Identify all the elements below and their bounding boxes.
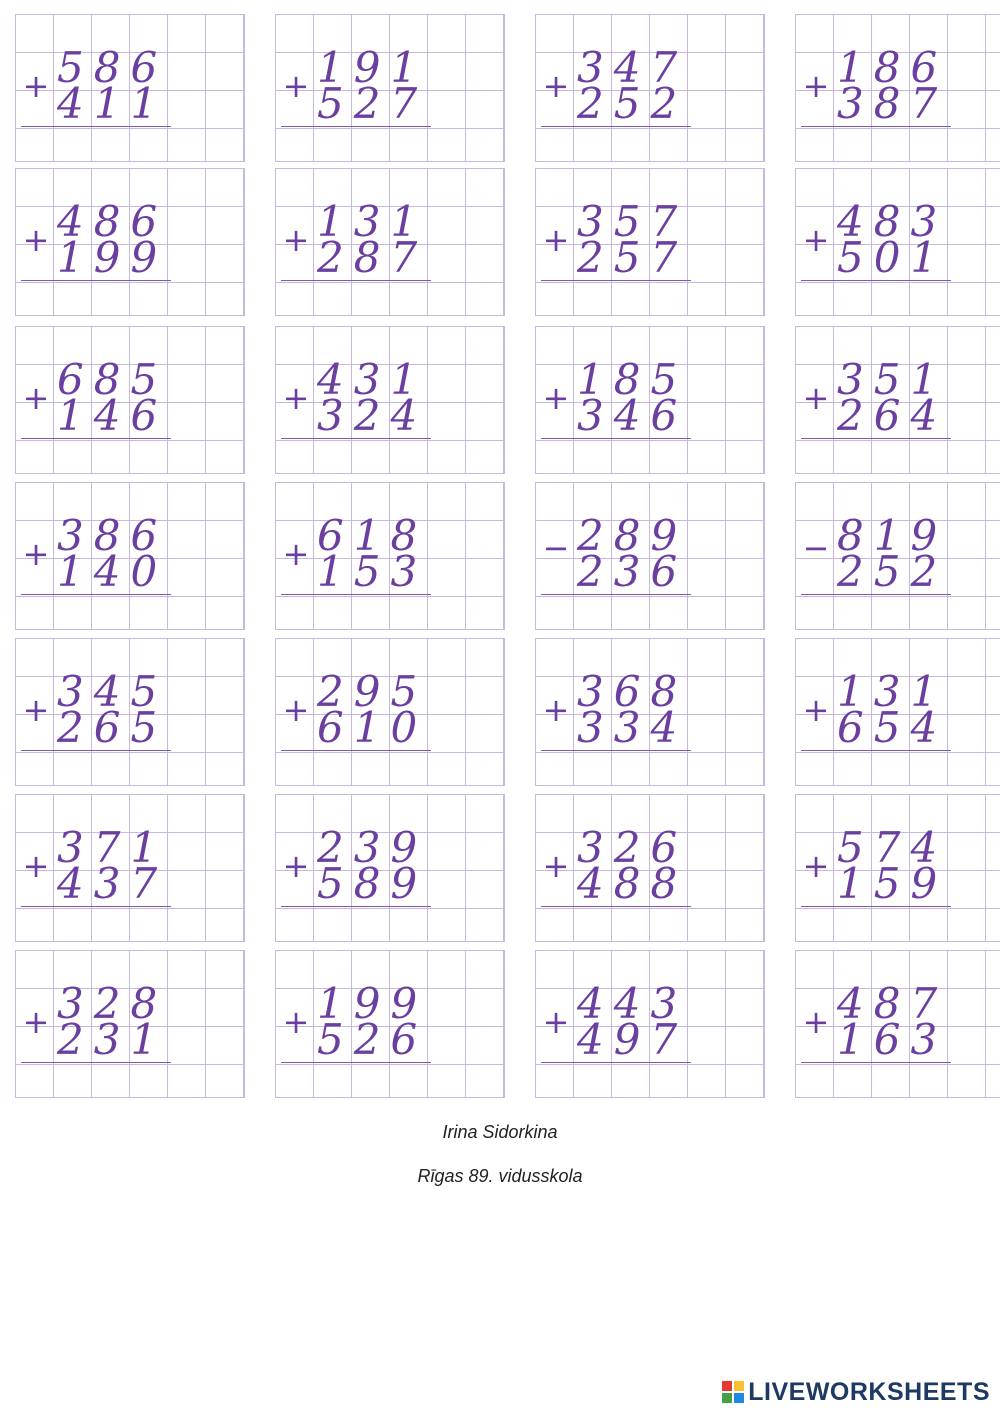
problem-cell <box>795 950 1000 1098</box>
arithmetic-problem <box>801 355 951 440</box>
sum-line <box>281 906 431 907</box>
plus-sign: + <box>282 691 310 729</box>
top-number: 328 <box>57 979 168 1028</box>
top-number: 586 <box>57 43 168 92</box>
top-number: 371 <box>57 823 168 872</box>
problem-row <box>15 168 978 316</box>
bottom-number: 163 <box>837 1015 948 1064</box>
arithmetic-problem <box>541 43 691 128</box>
problem-cell <box>535 794 765 942</box>
bottom-number: 589 <box>317 859 428 908</box>
plus-sign: + <box>542 847 570 885</box>
plus-sign: + <box>802 847 830 885</box>
arithmetic-problem <box>21 823 171 908</box>
plus-sign: + <box>802 67 830 105</box>
bottom-number: 334 <box>577 703 688 752</box>
sum-line <box>541 1062 691 1063</box>
bottom-number: 252 <box>577 79 688 128</box>
sum-line <box>21 594 171 595</box>
top-number: 131 <box>837 667 948 716</box>
bottom-number: 159 <box>837 859 948 908</box>
bottom-number: 497 <box>577 1015 688 1064</box>
plus-sign: + <box>282 535 310 573</box>
arithmetic-problem <box>281 823 431 908</box>
school-credit: Rīgas 89. vidusskola <box>417 1166 583 1186</box>
problem-row <box>15 950 978 1098</box>
sum-line <box>801 750 951 751</box>
sum-line <box>281 1062 431 1063</box>
problem-cell <box>795 168 1000 316</box>
problem-cell <box>795 326 1000 474</box>
arithmetic-problem <box>281 355 431 440</box>
arithmetic-problem <box>281 979 431 1064</box>
top-number: 483 <box>837 197 948 246</box>
bottom-number: 199 <box>57 233 168 282</box>
plus-sign: + <box>802 379 830 417</box>
top-number: 326 <box>577 823 688 872</box>
top-number: 351 <box>837 355 948 404</box>
problem-cell <box>535 482 765 630</box>
minus-sign: − <box>802 529 830 567</box>
logo-text: LIVEWORKSHEETS <box>748 1377 990 1406</box>
bottom-number: 265 <box>57 703 168 752</box>
bottom-number: 610 <box>317 703 428 752</box>
sum-line <box>21 438 171 439</box>
top-number: 239 <box>317 823 428 872</box>
top-number: 574 <box>837 823 948 872</box>
bottom-number: 387 <box>837 79 948 128</box>
problem-cell <box>535 326 765 474</box>
problem-cell <box>535 168 765 316</box>
sum-line <box>801 126 951 127</box>
problem-cell <box>275 14 505 162</box>
logo-blocks-icon <box>722 1381 744 1403</box>
plus-sign: + <box>22 1003 50 1041</box>
plus-sign: + <box>542 379 570 417</box>
problem-cell <box>15 168 245 316</box>
top-number: 357 <box>577 197 688 246</box>
liveworksheets-logo[interactable] <box>722 1378 990 1406</box>
sum-line <box>281 280 431 281</box>
plus-sign: + <box>542 1003 570 1041</box>
arithmetic-problem <box>281 197 431 282</box>
problem-cell <box>535 950 765 1098</box>
top-number: 186 <box>837 43 948 92</box>
plus-sign: + <box>22 535 50 573</box>
sum-line <box>21 750 171 751</box>
problem-cell <box>15 638 245 786</box>
bottom-number: 140 <box>57 547 168 596</box>
problem-cell <box>795 794 1000 942</box>
top-number: 131 <box>317 197 428 246</box>
bottom-number: 501 <box>837 233 948 282</box>
plus-sign: + <box>22 691 50 729</box>
arithmetic-problem <box>21 197 171 282</box>
top-number: 487 <box>837 979 948 1028</box>
plus-sign: + <box>542 221 570 259</box>
sum-line <box>281 750 431 751</box>
arithmetic-problem <box>801 823 951 908</box>
plus-sign: + <box>22 847 50 885</box>
top-number: 199 <box>317 979 428 1028</box>
logo-block-blue <box>734 1393 744 1403</box>
arithmetic-problem <box>21 43 171 128</box>
problem-cell <box>15 950 245 1098</box>
bottom-number: 264 <box>837 391 948 440</box>
problem-row <box>15 638 978 786</box>
problem-cell <box>275 950 505 1098</box>
top-number: 618 <box>317 511 428 560</box>
problem-cell <box>795 638 1000 786</box>
problem-cell <box>535 14 765 162</box>
bottom-number: 346 <box>577 391 688 440</box>
plus-sign: + <box>802 221 830 259</box>
arithmetic-problem <box>541 667 691 752</box>
top-number: 289 <box>577 511 688 560</box>
arithmetic-problem <box>541 197 691 282</box>
arithmetic-problem <box>281 43 431 128</box>
problem-row <box>15 14 978 162</box>
bottom-number: 526 <box>317 1015 428 1064</box>
top-number: 368 <box>577 667 688 716</box>
plus-sign: + <box>802 1003 830 1041</box>
arithmetic-problem <box>281 667 431 752</box>
minus-sign: − <box>542 529 570 567</box>
plus-sign: + <box>22 379 50 417</box>
bottom-number: 146 <box>57 391 168 440</box>
plus-sign: + <box>282 1003 310 1041</box>
sum-line <box>281 126 431 127</box>
problem-cell <box>795 14 1000 162</box>
top-number: 386 <box>57 511 168 560</box>
problem-cell <box>275 326 505 474</box>
top-number: 443 <box>577 979 688 1028</box>
bottom-number: 488 <box>577 859 688 908</box>
sum-line <box>541 438 691 439</box>
sum-line <box>541 594 691 595</box>
sum-line <box>801 1062 951 1063</box>
sum-line <box>541 906 691 907</box>
plus-sign: + <box>802 691 830 729</box>
arithmetic-problem <box>21 667 171 752</box>
sum-line <box>21 126 171 127</box>
bottom-number: 153 <box>317 547 428 596</box>
problem-cell <box>15 482 245 630</box>
top-number: 347 <box>577 43 688 92</box>
top-number: 431 <box>317 355 428 404</box>
problem-row <box>15 794 978 942</box>
top-number: 185 <box>577 355 688 404</box>
problem-row <box>15 326 978 474</box>
bottom-number: 411 <box>57 79 168 128</box>
sum-line <box>281 594 431 595</box>
arithmetic-problem <box>541 355 691 440</box>
bottom-number: 527 <box>317 79 428 128</box>
arithmetic-problem <box>541 511 691 596</box>
bottom-number: 287 <box>317 233 428 282</box>
logo-block-red <box>722 1381 732 1391</box>
sum-line <box>281 438 431 439</box>
plus-sign: + <box>22 67 50 105</box>
problem-row <box>15 482 978 630</box>
plus-sign: + <box>282 379 310 417</box>
bottom-number: 231 <box>57 1015 168 1064</box>
bottom-number: 252 <box>837 547 948 596</box>
problem-cell <box>275 482 505 630</box>
plus-sign: + <box>282 67 310 105</box>
arithmetic-problem <box>21 355 171 440</box>
problem-cell <box>275 638 505 786</box>
bottom-number: 324 <box>317 391 428 440</box>
arithmetic-problem <box>801 43 951 128</box>
arithmetic-problem <box>281 511 431 596</box>
top-number: 486 <box>57 197 168 246</box>
arithmetic-problem <box>801 979 951 1064</box>
problem-cell <box>15 794 245 942</box>
problem-cell <box>795 482 1000 630</box>
sum-line <box>801 594 951 595</box>
bottom-number: 437 <box>57 859 168 908</box>
logo-block-yellow <box>734 1381 744 1391</box>
plus-sign: + <box>282 221 310 259</box>
problem-cell <box>15 14 245 162</box>
bottom-number: 257 <box>577 233 688 282</box>
arithmetic-problem <box>21 979 171 1064</box>
top-number: 345 <box>57 667 168 716</box>
sum-line <box>21 1062 171 1063</box>
logo-block-green <box>722 1393 732 1403</box>
plus-sign: + <box>542 691 570 729</box>
bottom-number: 654 <box>837 703 948 752</box>
sum-line <box>21 906 171 907</box>
arithmetic-problem <box>541 823 691 908</box>
arithmetic-problem <box>541 979 691 1064</box>
problem-cell <box>15 326 245 474</box>
problem-cell <box>275 794 505 942</box>
arithmetic-problem <box>801 511 951 596</box>
sum-line <box>801 906 951 907</box>
sum-line <box>541 280 691 281</box>
sum-line <box>21 280 171 281</box>
sum-line <box>541 750 691 751</box>
bottom-number: 236 <box>577 547 688 596</box>
sum-line <box>801 438 951 439</box>
worksheet-grid <box>15 14 978 1102</box>
top-number: 685 <box>57 355 168 404</box>
sum-line <box>541 126 691 127</box>
top-number: 819 <box>837 511 948 560</box>
sum-line <box>801 280 951 281</box>
top-number: 191 <box>317 43 428 92</box>
arithmetic-problem <box>801 667 951 752</box>
arithmetic-problem <box>21 511 171 596</box>
plus-sign: + <box>22 221 50 259</box>
problem-cell <box>535 638 765 786</box>
author-credit: Irina Sidorkina <box>442 1122 558 1142</box>
arithmetic-problem <box>801 197 951 282</box>
top-number: 295 <box>317 667 428 716</box>
plus-sign: + <box>542 67 570 105</box>
plus-sign: + <box>282 847 310 885</box>
problem-cell <box>275 168 505 316</box>
